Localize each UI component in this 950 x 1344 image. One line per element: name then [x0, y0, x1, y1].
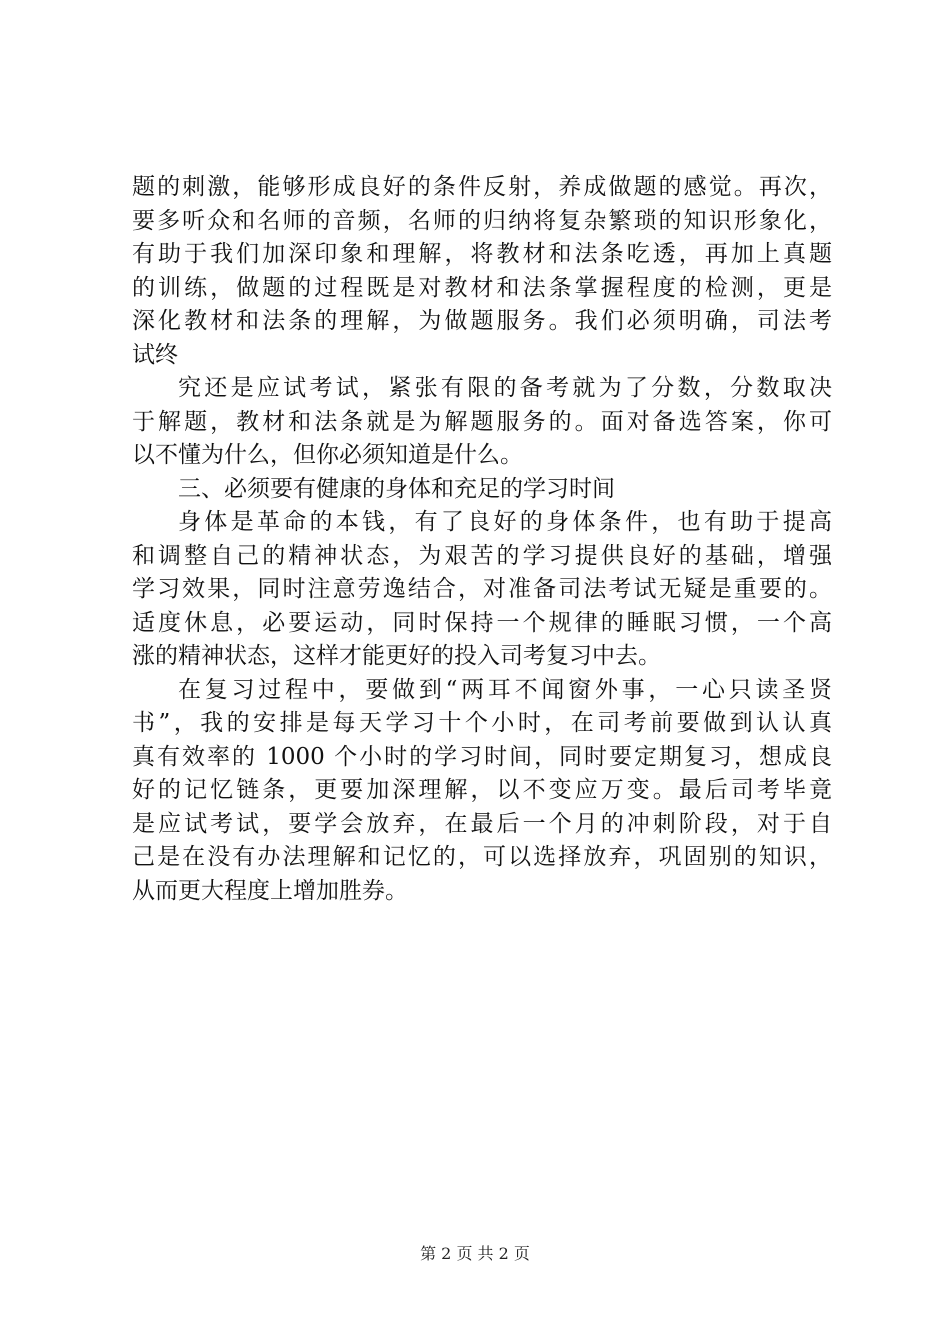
text-line: 书”，我的安排是每天学习十个小时，在司考前要做到认认真 — [132, 710, 832, 736]
text-line: 以不懂为什么，但你必须知道是什么。 — [132, 442, 523, 468]
text-line: 要多听众和名师的音频，名师的归纳将复杂繁琐的知识形象化， — [132, 207, 832, 234]
text-line: 真有效率的 1000 个小时的学习时间，同时要定期复习，想成良 — [132, 743, 832, 770]
text-line: 的训练，做题的过程既是对教材和法条掌握程度的检测，更是 — [132, 274, 832, 301]
text-line: 适度休息，必要运动，同时保持一个规律的睡眠习惯，一个高 — [132, 609, 832, 636]
text-line: 试终 — [132, 341, 178, 368]
page-footer: 第 2 页 共 2 页 — [420, 1244, 530, 1263]
text-line: 是应试考试，要学会放弃，在最后一个月的冲刺阶段，对于自 — [132, 810, 832, 837]
text-line: 好的记忆链条，更要加深理解，以不变应万变。最后司考毕竟 — [132, 777, 832, 803]
text-line: 深化教材和法条的理解，为做题服务。我们必须明确，司法考 — [132, 308, 832, 334]
text-line: 涨的精神状态，这样才能更好的投入司考复习中去。 — [132, 643, 661, 669]
text-line: 在复习过程中，要做到“两耳不闻窗外事，一心只读圣贤 — [178, 676, 832, 703]
text-line: 身体是革命的本钱，有了良好的身体条件，也有助于提高 — [178, 509, 832, 535]
text-line: 学习效果，同时注意劳逸结合，对准备司法考试无疑是重要的。 — [132, 576, 832, 602]
text-line: 题的刺激，能够形成良好的条件反射，养成做题的感觉。再次， — [132, 174, 832, 200]
text-line: 于解题，教材和法条就是为解题服务的。面对备选答案，你可 — [132, 408, 832, 435]
text-line: 从而更大程度上增加胜券。 — [132, 877, 408, 904]
text-line: 和调整自己的精神状态，为艰苦的学习提供良好的基础，增强 — [132, 542, 832, 569]
text-line: 究还是应试考试，紧张有限的备考就为了分数，分数取决 — [178, 375, 832, 401]
body-text — [132, 171, 832, 908]
text-line: 三、必须要有健康的身体和充足的学习时间 — [178, 475, 615, 502]
text-line: 己是在没有办法理解和记忆的，可以选择放弃，巩固别的知识， — [132, 844, 832, 870]
text-line: 有助于我们加深印象和理解，将教材和法条吃透，再加上真题 — [132, 241, 832, 267]
